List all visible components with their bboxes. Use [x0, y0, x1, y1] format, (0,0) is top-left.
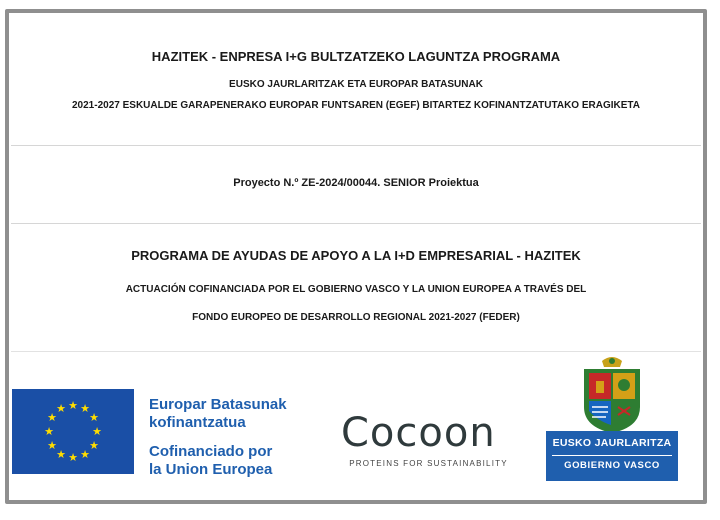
- spanish-panel: [11, 223, 701, 351]
- program-subtitle-es-2: FONDO EUROPEO DE DESARROLLO REGIONAL 2021-2027 (FEDER): [192, 312, 520, 323]
- program-subtitle-es-1: ACTUACIÓN COFINANCIADA POR EL GOBIERNO VASCO Y LA UNION EUROPEA A TRAVÉS DEL: [125, 284, 587, 295]
- cocoon-logo: Cocoon: [341, 410, 496, 456]
- svg-text:★: ★: [92, 425, 102, 438]
- document-frame: [5, 9, 707, 504]
- eu-cofinanced-eu-1: Europar Batasunak: [149, 396, 287, 413]
- project-number: Proyecto N.º ZE-2024/00044. SENIOR Proiektua: [233, 177, 479, 189]
- basque-government-logo: [546, 431, 678, 481]
- eu-cofinanced-eu-2: kofinantzatua: [149, 414, 246, 431]
- eu-flag-icon: [12, 389, 134, 474]
- basque-government-eu: EUSKO JAURLARITZA: [552, 437, 672, 449]
- svg-text:★: ★: [80, 402, 90, 415]
- logos-panel: [11, 351, 701, 496]
- svg-text:★: ★: [89, 439, 99, 452]
- svg-text:★: ★: [56, 402, 66, 415]
- basque-logo-divider: [552, 455, 672, 456]
- svg-text:★: ★: [44, 425, 54, 438]
- program-title-es: PROGRAMA DE AYUDAS DE APOYO A LA I+D EMPRESARIAL - HAZITEK: [131, 248, 581, 263]
- eu-cofinanced-es-1: Cofinanciado por: [149, 443, 273, 460]
- svg-text:★: ★: [47, 411, 57, 424]
- svg-text:★: ★: [68, 399, 78, 412]
- svg-text:★: ★: [89, 411, 99, 424]
- project-panel: [11, 145, 701, 223]
- program-subtitle-eu-2: 2021-2027 ESKUALDE GARAPENERAKO EUROPAR FUNTSAREN (EGEF) BITARTEZ KOFINANTZATUTAKO ERAGIKETA: [72, 100, 640, 111]
- svg-text:★: ★: [47, 439, 57, 452]
- svg-text:★: ★: [56, 448, 66, 461]
- svg-text:★: ★: [80, 448, 90, 461]
- cocoon-tagline: PROTEINS FOR SUSTAINABILITY: [349, 459, 508, 468]
- program-subtitle-eu-1: EUSKO JAURLARITZAK ETA EUROPAR BATASUNAK: [229, 79, 483, 90]
- eu-cofinanced-es-2: la Union Europea: [149, 461, 273, 478]
- eu-stars: [12, 389, 134, 474]
- header-panel: [11, 27, 701, 145]
- basque-government-es: GOBIERNO VASCO: [564, 460, 660, 471]
- program-title-eu: HAZITEK - ENPRESA I+G BULTZATZEKO LAGUNTZA PROGRAMA: [151, 49, 561, 64]
- basque-coat-of-arms-icon: [576, 355, 648, 435]
- svg-text:★: ★: [68, 451, 78, 464]
